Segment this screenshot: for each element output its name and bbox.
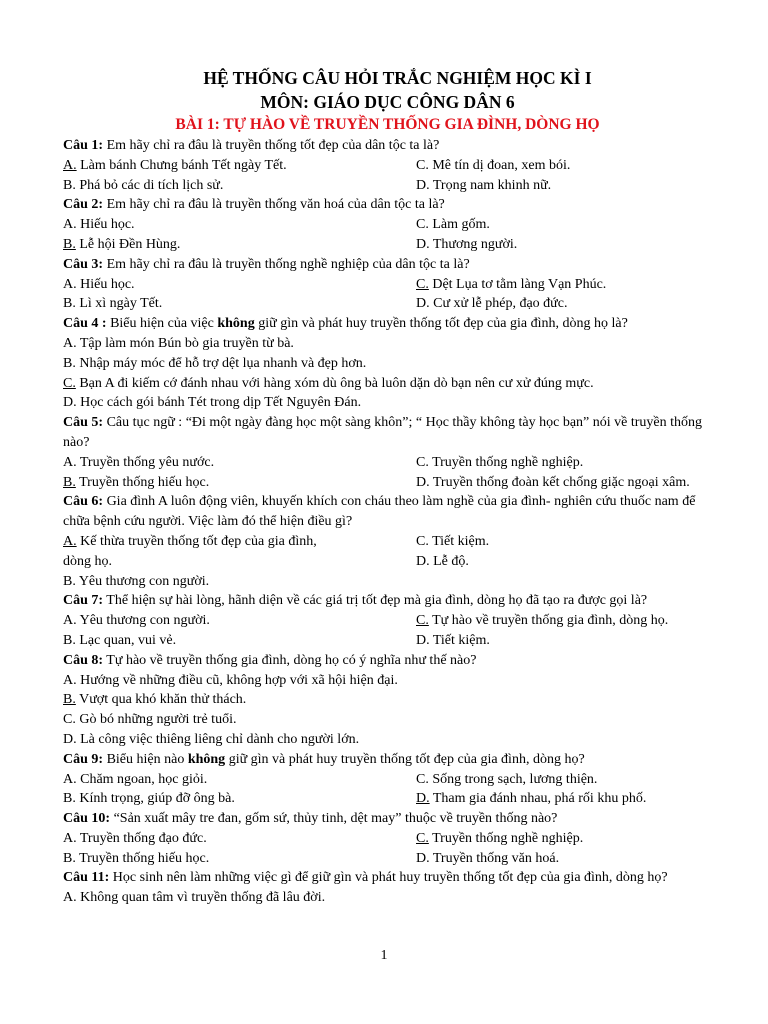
answer-a: A. Chăm ngoan, học giỏi. [63, 771, 208, 787]
answer-a: A. Hiếu học. [63, 276, 135, 292]
question-6 [63, 492, 712, 532]
answer-c: C. Mê tín dị đoan, xem bói. [416, 157, 571, 173]
answer-c: C. Truyền thống nghề nghiệp. [416, 454, 584, 470]
question-text: “Sản xuất mây tre đan, gốm sứ, thủy tinh, dệt may” thuộc về truyền thống nào? [110, 811, 558, 827]
question-9: Câu 9: Biểu hiện nào không giữ gìn và phát huy truyền thống tốt đẹp của gia đình, dòng họ? [63, 751, 585, 767]
question-10 [63, 809, 712, 829]
answer-a: A. Yêu thương con người. [63, 613, 210, 629]
answer-c: C. Tiết kiệm. [416, 533, 490, 549]
question-2 [63, 195, 712, 215]
answer-row [63, 294, 712, 314]
question-5 [63, 413, 712, 453]
answer-row [63, 473, 712, 493]
answer-row [63, 552, 712, 572]
question-text: Học sinh nên làm những việc gì để giữ gìn và phát huy truyền thống tốt đẹp của gia đình, dòng họ? [109, 870, 668, 886]
question-label: Câu 2: [63, 197, 104, 213]
answer-row [63, 829, 712, 849]
answer-row [63, 532, 712, 552]
question-label: Câu 10: [63, 811, 111, 827]
answer-d: D. Truyền thống văn hoá. [416, 850, 560, 866]
question-label: Câu 11: [63, 870, 110, 886]
question-label: Câu 3: [63, 256, 104, 272]
answer-b: B. Lì xì ngày Tết. [63, 296, 163, 312]
answer-b: B. Vượt qua khó khăn thử thách. [63, 692, 247, 708]
answer-row [63, 770, 712, 790]
answer-a: A. Truyền thống yêu nước. [63, 454, 215, 470]
answer-c: C. Truyền thống nghề nghiệp. [416, 830, 584, 846]
question-label: Câu 8: [63, 652, 104, 668]
answer-b: B. Truyền thống hiếu học. [63, 474, 210, 490]
question-label: Câu 6: [63, 494, 104, 510]
answer-row [63, 215, 712, 235]
answer-d: D. Là công việc thiêng liêng chỉ dành cho người lớn. [63, 731, 360, 747]
question-label: Câu 9: [63, 751, 104, 767]
question-text: Thể hiện sự hài lòng, hãnh diện về các giá trị tốt đẹp mà gia đình, dòng họ đã tạo ra được gọi là? [103, 593, 648, 609]
answer-a: A. Kế thừa truyền thống tốt đẹp của gia đình, [63, 533, 317, 549]
question-label: Câu 4 : [63, 316, 107, 332]
question-7 [63, 591, 712, 611]
answer-d: D. Lễ độ. [416, 553, 469, 569]
answer-b: B. Yêu thương con người. [63, 573, 210, 589]
question-11 [63, 868, 712, 888]
answer-d: D. Tiết kiệm. [416, 632, 490, 648]
answer-row [63, 176, 712, 196]
answer-c: C. Tự hào về truyền thống gia đình, dòng họ. [416, 613, 669, 629]
answer-b: B. Lễ hội Đền Hùng. [63, 236, 181, 252]
answer-a: A. Tập làm món Bún bò gia truyền từ bà. [63, 335, 294, 351]
answer-d: D. Truyền thống đoàn kết chống giặc ngoại xâm. [416, 474, 690, 490]
answer-a: A. Không quan tâm vì truyền thống đã lâu đời. [63, 890, 326, 906]
question-text: Em hãy chỉ ra đâu là truyền thống văn hoá của dân tộc ta là? [103, 197, 445, 213]
answer-a: A. Truyền thống đạo đức. [63, 830, 207, 846]
answer-d: D. Tham gia đánh nhau, phá rối khu phố. [416, 791, 647, 807]
answer-c: C. Bạn A đi kiếm cớ đánh nhau với hàng xóm dù ông bà luôn dặn dò bạn nên cư xử đúng mực. [63, 375, 594, 391]
question-label: Câu 5: [63, 415, 104, 431]
answer-a: A. Hiếu học. [63, 217, 135, 233]
question-text: Tự hào về truyền thống gia đình, dòng họ có ý nghĩa như thế nào? [103, 652, 477, 668]
answer-b: B. Kính trọng, giúp đỡ ông bà. [63, 791, 235, 807]
answer-b: B. Truyền thống hiếu học. [63, 850, 210, 866]
answer-row [63, 156, 712, 176]
question-text: Em hãy chỉ ra đâu là truyền thống nghề nghiệp của dân tộc ta là? [103, 256, 470, 272]
answer-d: D. Cư xử lễ phép, đạo đức. [416, 296, 568, 312]
answer-a-cont: dòng họ. [63, 553, 112, 569]
answer-d: D. Thương người. [416, 236, 518, 252]
answer-row [63, 235, 712, 255]
answer-b: B. Nhập máy móc để hỗ trợ dệt lụa nhanh và đẹp hơn. [63, 355, 367, 371]
answer-d: D. Trọng nam khinh nữ. [416, 177, 552, 193]
question-text: Gia đình A luôn động viên, khuyến khích con cháu theo làm nghề của gia đình- nghiên cứu thuốc nam để chữa bệnh cứu người. Việc làm đó thể hiện điều gì? [63, 494, 696, 530]
answer-row [63, 275, 712, 295]
question-label: Câu 1: [63, 138, 104, 153]
answer-d: D. Học cách gói bánh Tét trong dịp Tết Nguyên Đán. [63, 395, 362, 411]
question-3 [63, 255, 712, 275]
answer-c: C. Sống trong sạch, lương thiện. [416, 771, 598, 787]
question-text: Em hãy chỉ ra đâu là truyền thống tốt đẹp của dân tộc ta là? [103, 138, 440, 153]
lesson-title: BÀI 1: TỰ HÀO VỀ TRUYỀN THỐNG GIA ĐÌNH, DÒNG HỌ [175, 116, 600, 133]
answer-c: C. Làm gốm. [416, 217, 490, 233]
answer-row [63, 789, 712, 809]
answer-row [63, 611, 712, 631]
answer-a: A. Hướng về những điều cũ, không hợp với xã hội hiện đại. [63, 672, 398, 688]
page-number: 1 [380, 948, 388, 963]
answer-a: A. Làm bánh Chưng bánh Tết ngày Tết. [63, 157, 287, 173]
answer-row [63, 453, 712, 473]
answer-row [63, 631, 712, 651]
question-label: Câu 7: [63, 593, 104, 609]
question-1 [63, 136, 712, 156]
question-8 [63, 651, 712, 671]
answer-c: C. Dệt Lụa tơ tằm làng Vạn Phúc. [416, 276, 607, 292]
document-title: HỆ THỐNG CÂU HỎI TRẮC NGHIỆM HỌC KÌ I [203, 68, 592, 88]
answer-row [63, 849, 712, 869]
answer-c: C. Gò bó những người trẻ tuổi. [63, 712, 237, 728]
question-4: Câu 4 : Biểu hiện của việc không giữ gìn và phát huy truyền thống tốt đẹp của gia đình, dòng họ là? [63, 316, 628, 332]
answer-b: B. Phá bỏ các di tích lịch sử. [63, 177, 224, 193]
question-text: Câu tục ngữ : “Đi một ngày đàng học một sàng khôn”; “ Học thầy không tày học bạn” nói về truyền thống nào? [63, 415, 703, 450]
answer-b: B. Lạc quan, vui vẻ. [63, 632, 177, 648]
subject-title: MÔN: GIÁO DỤC CÔNG DÂN 6 [260, 92, 515, 112]
